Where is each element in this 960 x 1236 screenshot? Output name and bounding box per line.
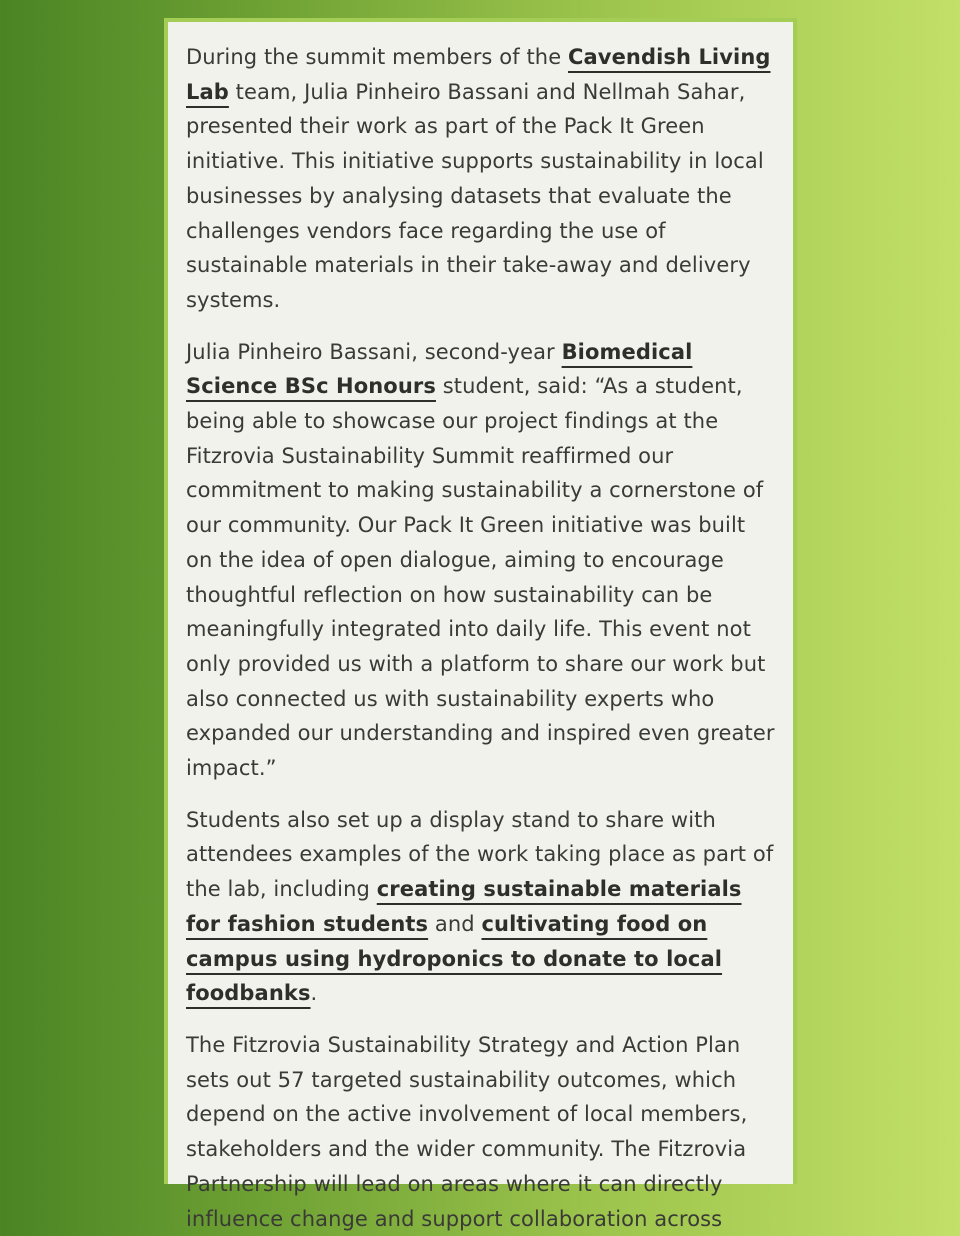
hydroponics-foodbanks-link[interactable]: cultivating food on campus using hydroponics to donate to local foodbanks — [186, 911, 723, 1006]
cavendish-living-lab-link[interactable]: Cavendish Living Lab — [186, 45, 771, 104]
paragraph-1 — [186, 40, 775, 318]
paragraph-4 — [186, 1028, 775, 1236]
paragraph-3-text-a: Students also set up a display stand to share with attendees examples of the work taking place as part of the lab, including — [186, 807, 774, 902]
paragraph-3-text-c: . — [310, 981, 318, 1006]
sustainable-materials-link[interactable]: creating sustainable materials for fashion students — [186, 877, 742, 936]
article-card — [164, 18, 797, 1231]
paragraph-3-text-b: and — [428, 911, 482, 936]
paragraph-3 — [186, 803, 775, 1011]
paragraph-2-text-b: student, said: “As a student, being able to showcase our project findings at the Fitzrovia Sustainability Summit reaffirmed our commitment to making sustainability a cornerstone of our community. Our Pack It Green initiative was built on the idea of open dialogue, aiming to encourage thoughtful reflection on how sustainability can be meaningfully integrated into daily life. This event not only provided us with a platform to share our work but also connected us with sustainability experts who expanded our understanding and inspired even greater impact.” — [186, 374, 775, 781]
biomedical-science-link[interactable]: Biomedical Science BSc Honours — [186, 339, 693, 399]
paragraph-1-text-a: During the summit members of the — [186, 45, 568, 69]
paragraph-1-text-b: team, Julia Pinheiro Bassani and Nellmah Sahar, presented their work as part of the Pack It Green initiative. This initiative supports sustainability in local businesses by analysing datasets that evaluate the challenges vendors face regarding the use of sustainable materials in their take-away and delivery systems. — [186, 79, 764, 312]
paragraph-4-text: The Fitzrovia Sustainability Strategy and Action Plan sets out 57 targeted sustainability outcomes, which depend on the active involvement of local members, stakeholders and the wider community. The Fitzrovia Partnership will lead on areas where it can directly influence change and support collaboration across — [186, 1032, 748, 1231]
paragraph-2 — [186, 335, 775, 786]
paragraph-2-text-a: Julia Pinheiro Bassani, second-year — [186, 339, 562, 364]
